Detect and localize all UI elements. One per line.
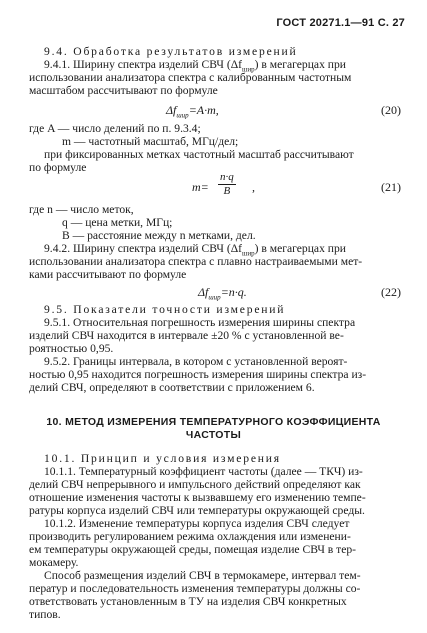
paragraph-line: 9.4.2. Ширину спектра изделий СВЧ $(\Delta f_{шир})$ в мегагерцах при <box>44 242 346 258</box>
paragraph-line: делий СВЧ, определяют в соответствии с приложением 6. <box>29 381 315 394</box>
section-10-title-line2: ЧАСТОТЫ <box>185 429 242 441</box>
paragraph-line: 9.4.1. Ширину спектра изделий СВЧ $(\Delta f_{шир})$ в мегагерцах при <box>44 58 346 74</box>
paragraph-line: изделий СВЧ находится в интервале ±20 % с установленной ве- <box>29 329 344 342</box>
paragraph-line: по формуле <box>29 161 87 174</box>
equation-number-20: (20) <box>381 103 401 117</box>
paragraph-line: 9.5.1. Относительная погрешность измерения ширины спектра <box>44 316 356 329</box>
section-10-title: 10. МЕТОД ИЗМЕРЕНИЯ ТЕМПЕРАТУРНОГО КОЭФФИЦИЕНТА <box>46 416 381 428</box>
formula-21-lhs: m= <box>192 180 209 194</box>
paragraph-line: B — расстояние между n метками, дел. <box>62 229 256 242</box>
paragraph-line: масштабом рассчитывают по формуле <box>29 84 218 97</box>
paragraph-line: m — частотный масштаб, МГц/дел; <box>62 135 239 148</box>
section-9-5-heading: 9.5. Показатели точности измерений <box>44 303 286 316</box>
section-9-4-heading: 9.4. Обработка результатов измерений <box>44 45 298 58</box>
equation-number-21: (21) <box>381 180 401 194</box>
section-10-1-heading: 10.1. Принцип и условия измерения <box>44 452 281 465</box>
paragraph-line: 10.1.1. Температурный коэффициент частоты (далее — ТКЧ) из- <box>44 465 363 478</box>
paragraph-line: использовании анализатора спектра с калиброванным частотным <box>29 71 352 84</box>
paragraph-line: ностью 0,95 находится погрешность измерения ширины спектра из- <box>29 368 367 381</box>
equation-number-22: (22) <box>381 285 401 299</box>
paragraph-line: делий СВЧ непрерывного и импульсного действий определяют как <box>29 478 361 491</box>
formula-21-fraction <box>218 172 236 197</box>
paragraph-line: Способ размещения изделий СВЧ в термокамере, интервал тем- <box>44 569 361 582</box>
paragraph-line: 10.1.2. Изменение температуры корпуса изделия СВЧ следует <box>44 517 350 530</box>
paragraph-line: при фиксированных метках частотный масштаб рассчитывают <box>44 148 354 161</box>
page-header: ГОСТ 20271.1—91 С. 27 <box>276 17 405 29</box>
formula-22: $\Delta f_{шир}=n\cdot q$. <box>198 285 247 302</box>
paragraph-line: ператур и последовательность изменения температуры должны со- <box>29 582 361 595</box>
paragraph-line: отношение изменения частоты к вызвавшему его изменению темпе- <box>29 491 366 504</box>
paragraph-line: роятностью 0,95. <box>29 342 114 355</box>
formula-21-tail: , <box>252 180 255 194</box>
paragraph-line: где A — число делений по п. 9.3.4; <box>29 122 201 135</box>
formula-20: $\Delta f_{шир}=A\cdot m$, <box>166 103 219 120</box>
paragraph-line: типов. <box>29 608 61 621</box>
paragraph-line: использовании анализатора спектра с плавно настраиваемыми мет- <box>29 255 363 268</box>
paragraph-line: q — цена метки, МГц; <box>62 216 173 229</box>
paragraph-line: где n — число меток, <box>29 203 134 216</box>
paragraph-line: мокамеру. <box>29 556 79 569</box>
fraction-numerator: n·q <box>220 171 234 183</box>
paragraph-line: ответствовать установленным в ТУ на изделия СВЧ конкретных <box>29 595 347 608</box>
paragraph-line: ками рассчитывают по формуле <box>29 268 187 281</box>
fraction-denominator: B <box>223 185 231 197</box>
paragraph-line: ратуры корпуса изделий СВЧ или температуры окружающей среды. <box>29 504 365 517</box>
paragraph-line: 9.5.2. Границы интервала, в котором с установленной вероят- <box>44 355 348 368</box>
paragraph-line: производить регулированием режима охлаждения или изменени- <box>29 530 351 543</box>
paragraph-line: ем температуры окружающей среды, помещая изделие СВЧ в тер- <box>29 543 357 556</box>
